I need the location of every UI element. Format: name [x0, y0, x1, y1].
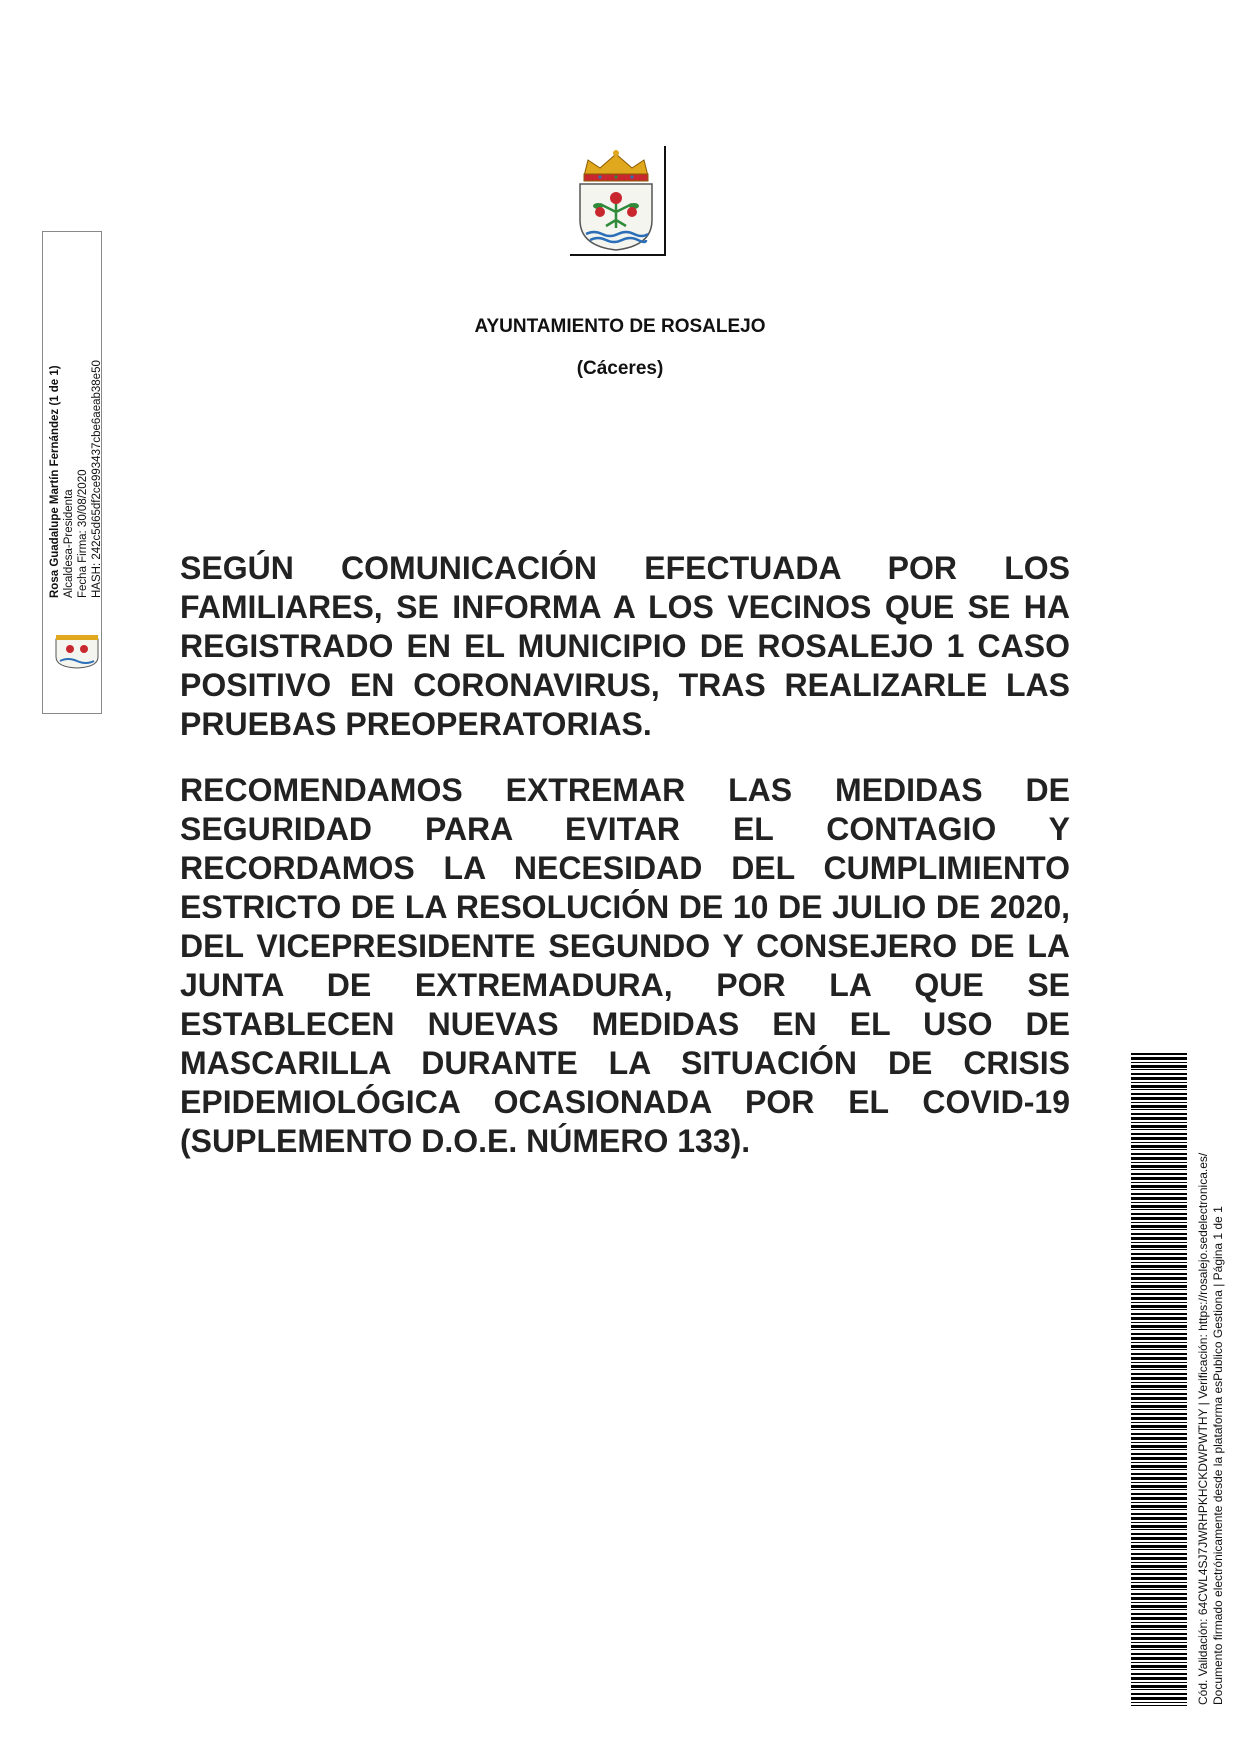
notice-paragraph-2: RECOMENDAMOS EXTREMAR LAS MEDIDAS DE SEGURIDAD PARA EVITAR EL CONTAGIO Y RECORDAMOS LA NECESIDAD DEL CUMPLIMIENTO ESTRICTO DE LA RESOLUCIÓN DE 10 DE JULIO DE 2020, DEL VICEPRESIDENTE SEGUNDO Y CONSEJERO DE LA JUNTA DE EXTREMADURA, POR LA QUE SE ESTABLECEN NUEVAS MEDIDAS EN EL USO DE MASCARILLA DURANTE LA SITUACIÓN DE CRISIS EPIDEMIOLÓGICA OCASIONADA POR EL COVID-19 (SUPLEMENTO D.O.E. NÚMERO 133).: [180, 772, 1070, 1159]
validation-info: [1196, 1153, 1226, 1705]
signature-details: [48, 98, 108, 598]
signature-date: Fecha Firma: 30/08/2020: [77, 469, 89, 598]
notice-paragraph-1: SEGÚN COMUNICACIÓN EFECTUADA POR LOS FAMILIARES, SE INFORMA A LOS VECINOS QUE SE HA REGISTRADO EN EL MUNICIPIO DE ROSALEJO 1 CASO POSITIVO EN CORONAVIRUS, TRAS REALIZARLE LAS PRUEBAS PREOPERATORIAS.: [180, 550, 1070, 742]
province-subtitle: (Cáceres): [576, 358, 664, 379]
signature-hash: HASH: 242c5d65df2ce993437cbe6aeab38e50: [91, 360, 103, 598]
platform-note: Documento firmado electrónicamente desde la plataforma esPublico Gestiona | Página 1 de 1: [1211, 1206, 1225, 1705]
municipality-title: AYUNTAMIENTO DE ROSALEJO: [474, 316, 766, 337]
signer-name: Rosa Guadalupe Martín Fernández (1 de 1): [49, 365, 61, 598]
coat-of-arms-icon: [570, 146, 666, 256]
stamp-crest-icon: [52, 633, 102, 669]
signer-role: Alcaldesa-Presidenta: [63, 489, 75, 598]
validation-code: Cód. Validación: 64CWL4SJ7JWRHPKHCKDWPWTHY | Verificación: https://rosalejo.sedelectronica.es/: [1196, 1152, 1210, 1705]
barcode-icon: [1131, 1053, 1187, 1706]
